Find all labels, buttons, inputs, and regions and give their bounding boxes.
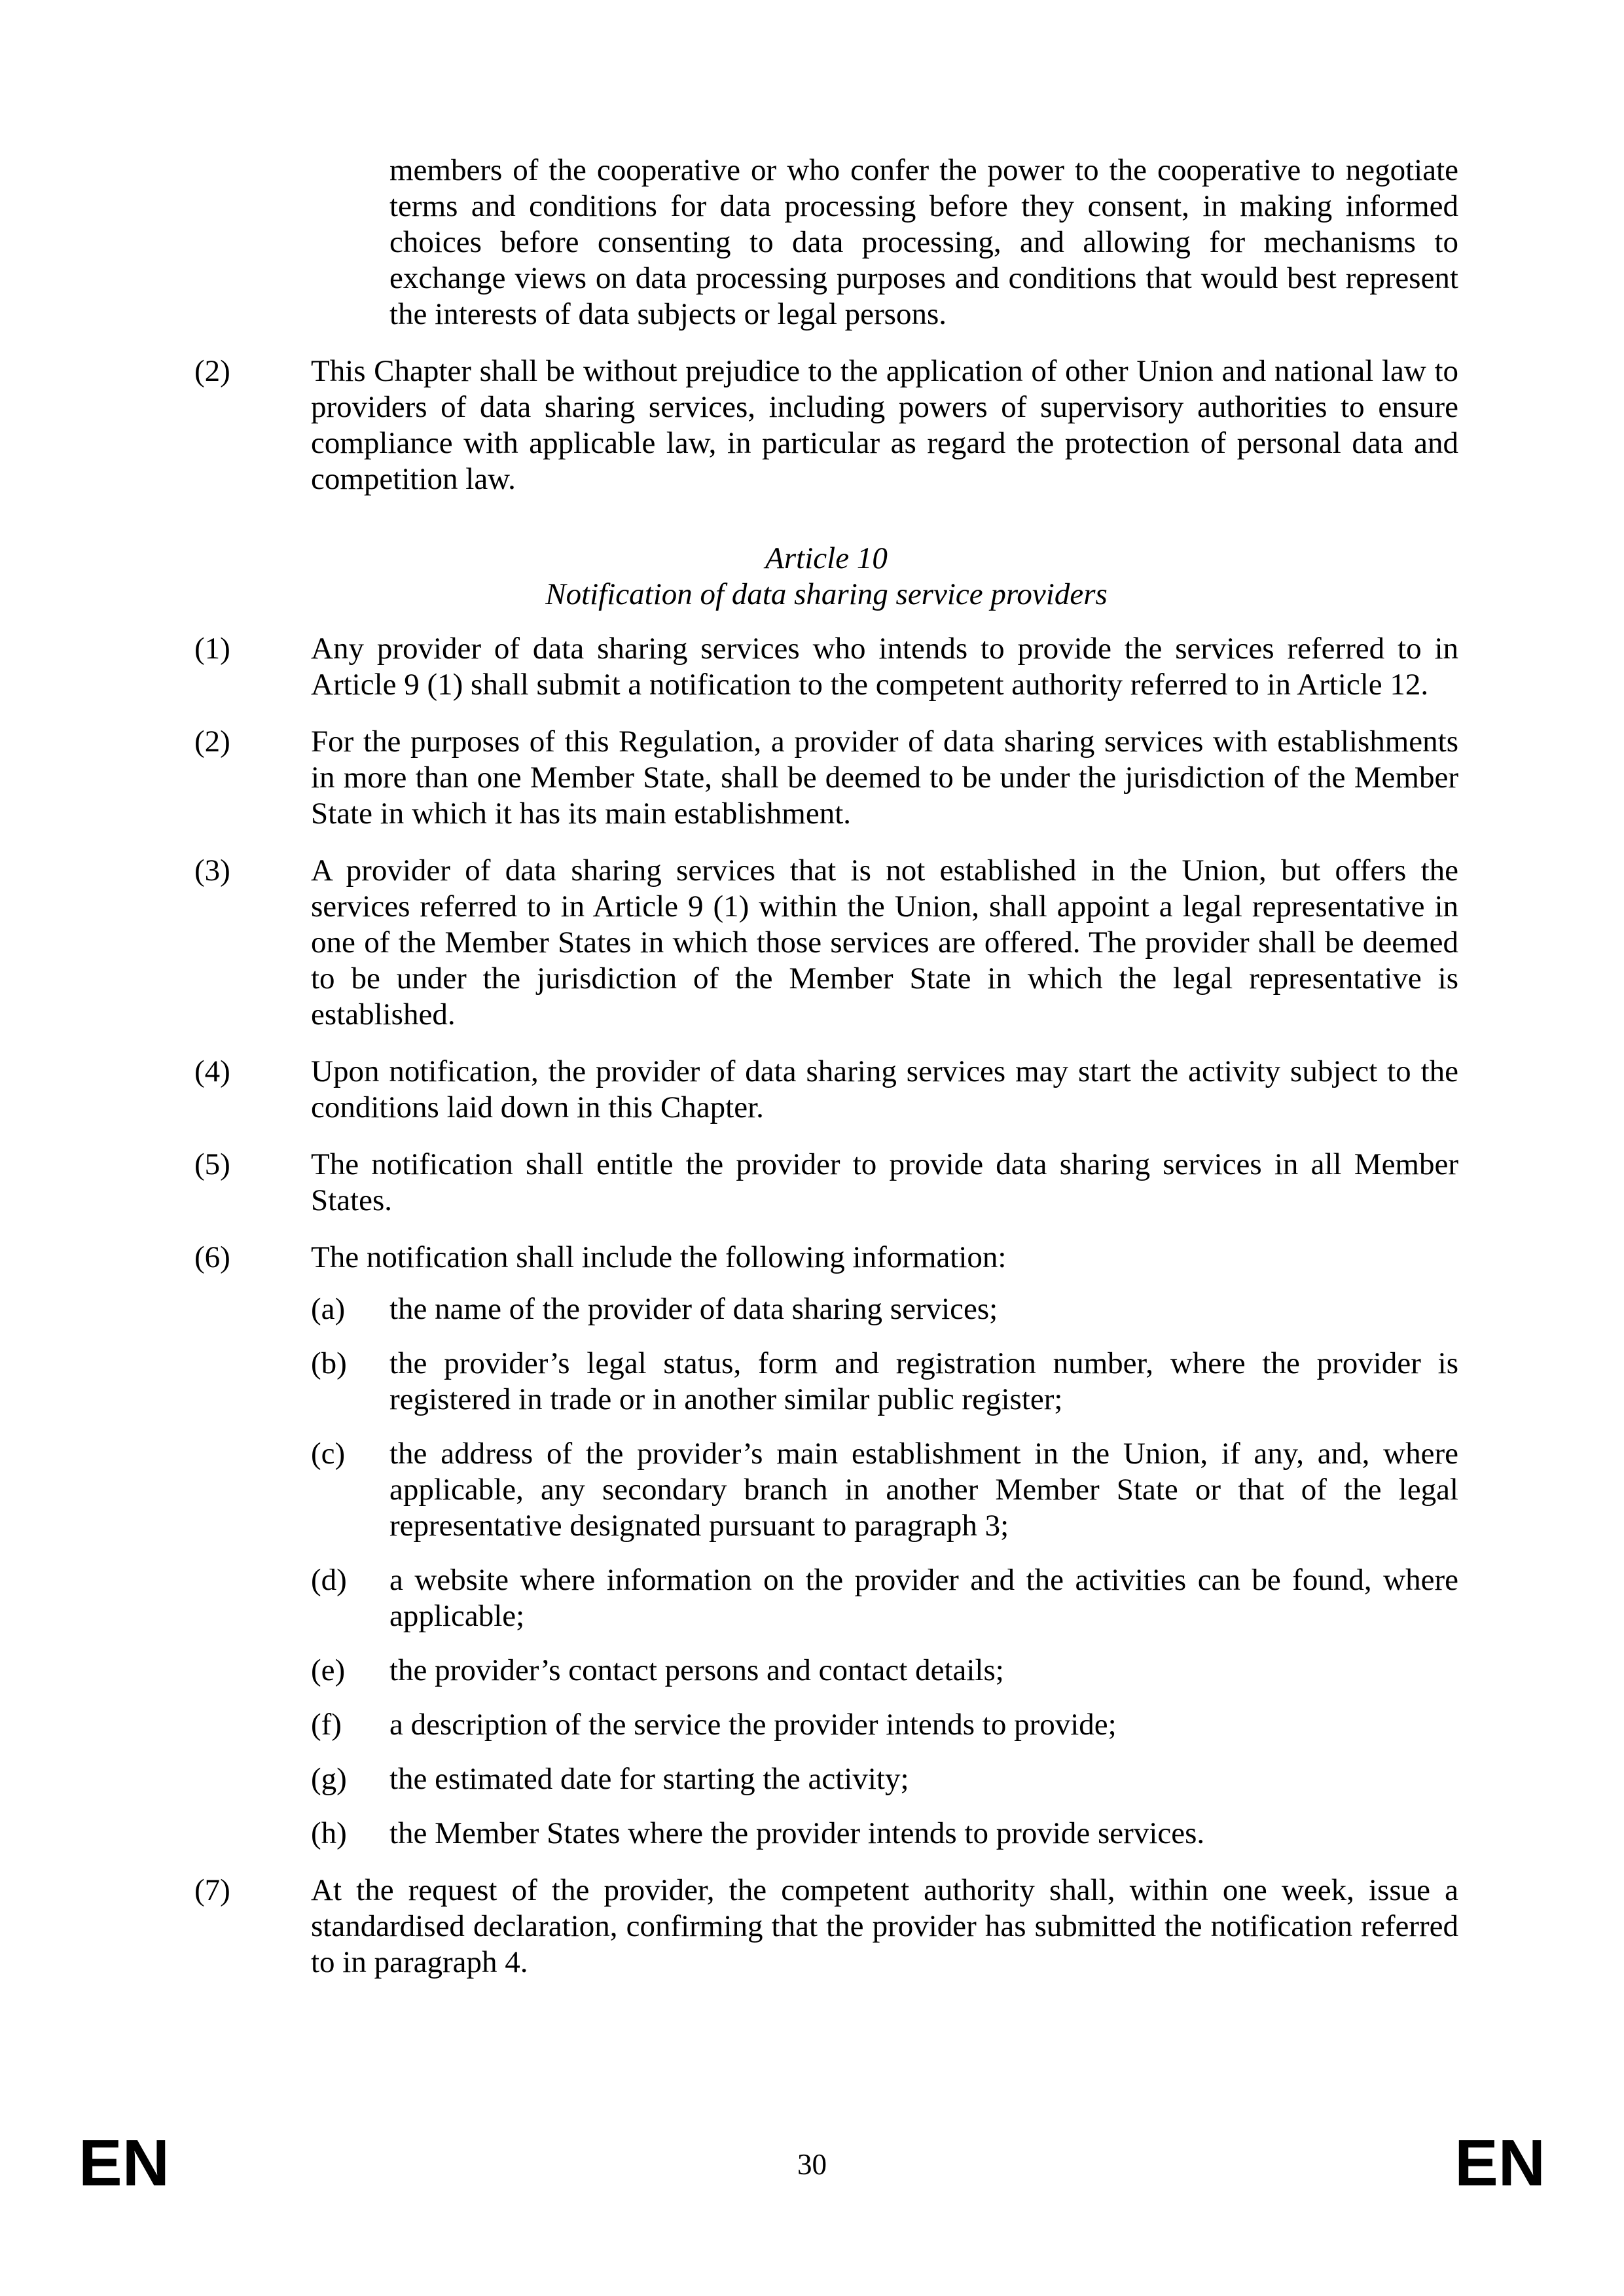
subitem-text: the name of the provider of data sharing services;	[389, 1292, 998, 1326]
subitem-text: a description of the service the provider intends to provide;	[389, 1708, 1117, 1742]
paragraph-number: (4)	[194, 1054, 230, 1088]
paragraph-number: (7)	[194, 1873, 230, 1907]
subitem-text: the Member States where the provider intends to provide services.	[389, 1816, 1205, 1850]
paragraph-text: At the request of the provider, the competent authority shall, within one week, issue a standardised declaration, confirming that the provider has submitted the notification referred to in paragraph 4.	[311, 1873, 1458, 1979]
document-body	[0, 152, 1624, 1981]
subitem-c	[311, 1436, 1458, 1544]
subitem-d	[311, 1562, 1458, 1634]
subitem-letter: (a)	[311, 1292, 346, 1326]
subitem-text: the provider’s legal status, form and registration number, where the provider is registered in trade or in another similar public register;	[389, 1346, 1458, 1416]
article-title: Article 10	[765, 541, 888, 575]
subitem-letter: (h)	[311, 1816, 347, 1850]
subitem-letter: (b)	[311, 1346, 347, 1380]
paragraph-text: Any provider of data sharing services who intends to provide the services referred to in Article 9 (1) shall submit a notification to the competent authority referred to in Article 12.	[311, 632, 1458, 702]
chapter-paragraph	[194, 353, 1458, 497]
subitem-g	[311, 1761, 1458, 1797]
article-paragraph-4	[194, 1054, 1458, 1126]
subitem-b	[311, 1346, 1458, 1418]
article-paragraph-1	[194, 631, 1458, 703]
subitem-e	[311, 1653, 1458, 1689]
article-paragraph-3	[194, 853, 1458, 1033]
paragraph-text: For the purposes of this Regulation, a provider of data sharing services with establishments in more than one Member State, shall be deemed to be under the jurisdiction of the Member State in which it has its main establishment.	[311, 725, 1458, 831]
article-paragraph-6	[194, 1240, 1458, 1276]
paragraph-text: A provider of data sharing services that is not established in the Union, but offers the services referred to in Article 9 (1) within the Union, shall appoint a legal representative in one of the Member States in which those services are offered. The provider shall be deemed to be under the jurisdiction of the Member State in which the legal representative is established.	[311, 853, 1458, 1031]
subitem-letter: (c)	[311, 1437, 346, 1471]
article-paragraph-2	[194, 724, 1458, 832]
article-paragraph-7	[194, 1873, 1458, 1981]
paragraph-number: (3)	[194, 853, 230, 888]
paragraph-text: The notification shall entitle the provider to provide data sharing services in all Member States.	[311, 1147, 1458, 1217]
paragraph-number: (6)	[194, 1240, 230, 1274]
paragraph-number: (5)	[194, 1147, 230, 1181]
subitem-text: the address of the provider’s main establishment in the Union, if any, and, where applicable, any secondary branch in another Member State or that of the legal representative designated pursuant to paragraph 3;	[389, 1437, 1458, 1543]
subitem-letter: (e)	[311, 1653, 346, 1687]
subitem-letter: (d)	[311, 1563, 347, 1597]
subitem-h	[311, 1816, 1458, 1852]
paragraph-text: Upon notification, the provider of data sharing services may start the activity subject to the conditions laid down in this Chapter.	[311, 1054, 1458, 1124]
paragraph-number: (2)	[194, 725, 230, 759]
paragraph-text: This Chapter shall be without prejudice to the application of other Union and national law to providers of data sharing services, including powers of supervisory authorities to ensure compliance with applicable law, in particular as regard the protection of personal data and competition law.	[311, 354, 1458, 496]
language-code-right: EN	[1454, 2126, 1545, 2200]
subitem-f	[311, 1707, 1458, 1743]
subitem-text: the estimated date for starting the activity;	[389, 1762, 909, 1796]
subitem-letter: (f)	[311, 1708, 342, 1742]
subitem-text: the provider’s contact persons and contact details;	[389, 1653, 1004, 1687]
article-subtitle: Notification of data sharing service providers	[545, 577, 1108, 611]
article-paragraph-5	[194, 1147, 1458, 1219]
language-code-left: EN	[79, 2126, 170, 2200]
subitem-text: a website where information on the provider and the activities can be found, where applicable;	[389, 1563, 1458, 1633]
subitem-a	[311, 1291, 1458, 1327]
continuation-paragraph: members of the cooperative or who confer the power to the cooperative to negotiate terms and conditions for data processing before they consent, in making informed choices before consenting to data processing, and allowing for mechanisms to exchange views on data processing purposes and conditions that would best represent the interests of data subjects or legal persons.	[389, 153, 1458, 331]
paragraph-text: The notification shall include the following information:	[311, 1240, 1007, 1274]
page-number: 30	[797, 2148, 827, 2181]
paragraph-number: (2)	[194, 354, 230, 388]
paragraph-number: (1)	[194, 632, 230, 666]
subitem-letter: (g)	[311, 1762, 347, 1796]
